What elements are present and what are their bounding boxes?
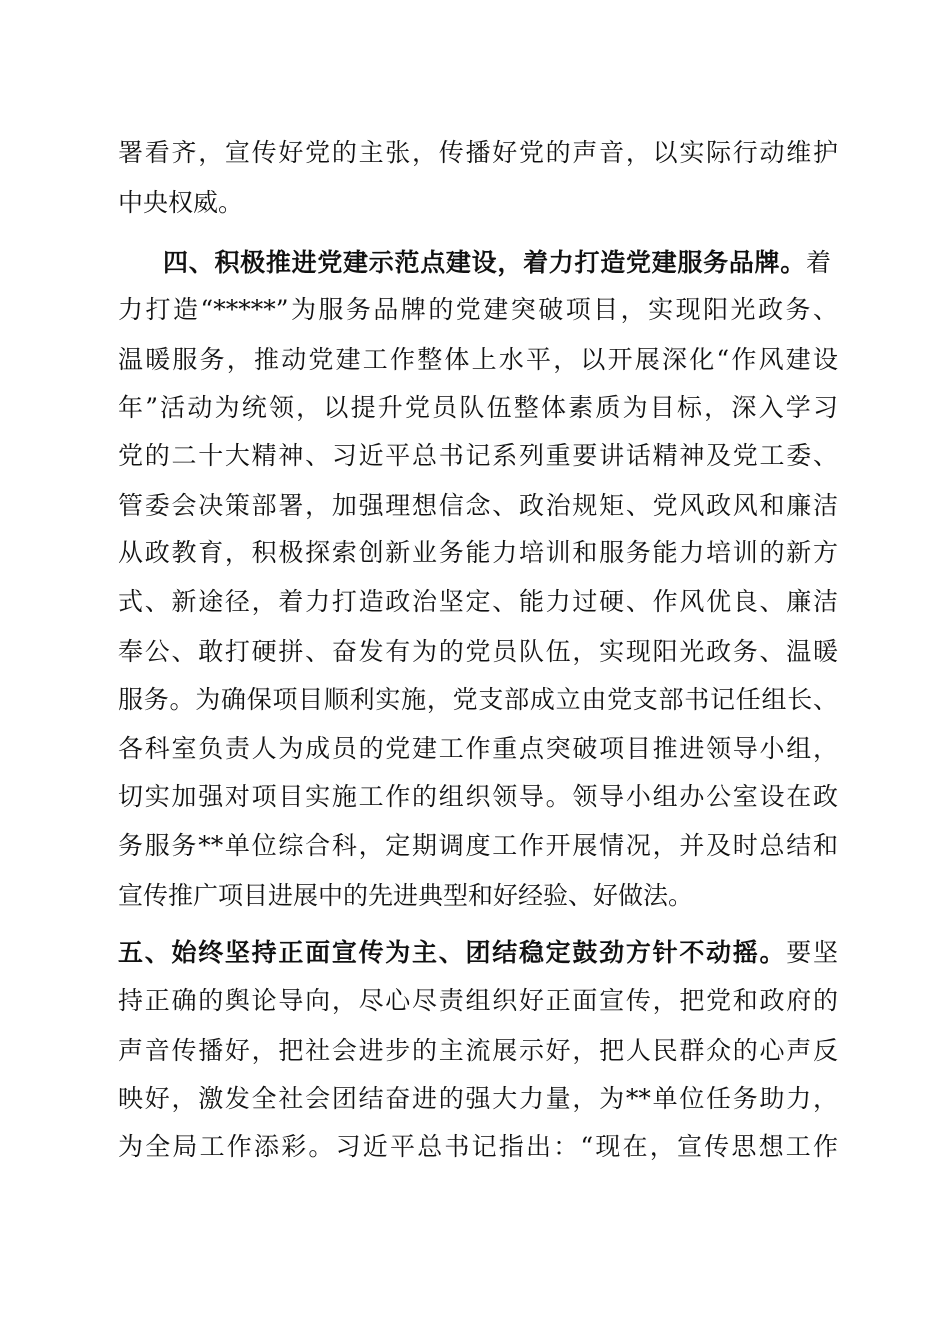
section-5-heading: 五、始终坚持正面宣传为主、团结稳定鼓劲方针不动摇。 [118,938,787,967]
text-line: 署看齐，宣传好党的主张，传播好党的声音，以实际行动维护 [118,138,838,167]
text-line: 声音传播好，把社会进步的主流展示好，把人民群众的心声反 [118,1036,838,1065]
text-line: 映好，激发全社会团结奋进的强大力量，为**单位任务助力， [118,1084,838,1113]
text-line: 管委会决策部署，加强理想信念、政治规矩、党风政风和廉洁 [118,491,838,520]
text-fragment: 着 [805,248,831,277]
text-line: 持正确的舆论导向，尽心尽责组织好正面宣传，把党和政府的 [118,986,838,1015]
section-4-first-line [163,243,831,283]
text-line: 切实加强对项目实施工作的组织领导。领导小组办公室设在政 [118,782,838,811]
text-line: 宣传推广项目进展中的先进典型和好经验、好做法。 [118,881,694,910]
text-line: 各科室负责人为成员的党建工作重点突破项目推进领导小组， [118,734,838,763]
text-line: 中央权威。 [118,188,244,217]
text-line: 务服务**单位综合科，定期调度工作开展情况，并及时总结和 [118,831,838,860]
text-fragment: 要坚 [786,938,838,967]
text-line: 力打造“*****”为服务品牌的党建突破项目，实现阳光政务、 [118,295,838,324]
section-4-heading: 四、积极推进党建示范点建设，着力打造党建服务品牌。 [163,248,806,277]
text-line: 党的二十大精神、习近平总书记系列重要讲话精神及党工委、 [118,441,838,470]
text-line: 奉公、敢打硬拼、奋发有为的党员队伍，实现阳光政务、温暖 [118,637,838,666]
text-line: 式、新途径，着力打造政治坚定、能力过硬、作风优良、廉洁 [118,587,838,616]
text-line: 从政教育，积极探索创新业务能力培训和服务能力培训的新方 [118,538,838,567]
text-line: 温暖服务，推动党建工作整体上水平，以开展深化“作风建设 [118,345,838,374]
section-5-first-line [118,933,838,973]
text-line: 服务。为确保项目顺利实施，党支部成立由党支部书记任组长、 [118,685,838,714]
text-line: 年”活动为统领，以提升党员队伍整体素质为目标，深入学习 [118,393,838,422]
text-line: 为全局工作添彩。习近平总书记指出：“现在，宣传思想工作 [118,1132,838,1161]
